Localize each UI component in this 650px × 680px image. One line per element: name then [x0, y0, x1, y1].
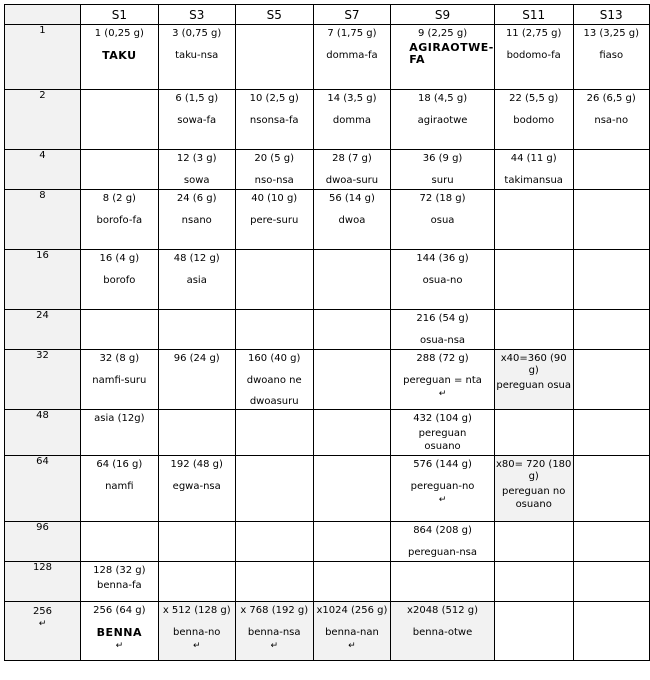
cell-value: 9 (2,25 g)	[417, 28, 468, 39]
cell-name: pere-suru	[250, 215, 299, 226]
cell-value: x2048 (512 g)	[407, 605, 479, 616]
table-cell	[158, 250, 235, 310]
table-cell	[80, 410, 158, 456]
cell-name: namfi	[105, 481, 134, 492]
cell-name: bodomo-fa	[506, 50, 561, 61]
return-arrow-icon: ↵	[115, 641, 124, 651]
return-arrow-icon: ↵	[192, 641, 201, 651]
column-header-s7: S7	[313, 5, 390, 25]
table-cell	[235, 25, 313, 90]
table-row	[5, 150, 650, 190]
table-cell	[391, 90, 495, 150]
column-header-s9: S9	[391, 5, 495, 25]
cell-value: 10 (2,5 g)	[249, 93, 299, 104]
cell-name: pereguan	[418, 428, 467, 439]
table-cell	[235, 522, 313, 562]
row-header-cell	[5, 90, 81, 150]
row-header-label: 4	[39, 150, 46, 161]
table-cell	[494, 350, 573, 410]
cell-value: 14 (3,5 g)	[327, 93, 377, 104]
row-header-label: 64	[36, 456, 49, 467]
cell-name: pereguan-nsa	[408, 547, 478, 558]
table-cell	[313, 150, 390, 190]
table-cell	[80, 456, 158, 522]
table-cell	[235, 90, 313, 150]
table-cell	[391, 410, 495, 456]
row-header-label: 96	[36, 522, 49, 533]
cell-name: agiraotwe	[417, 115, 468, 126]
table-cell	[391, 562, 495, 602]
column-header-s11: S11	[494, 5, 573, 25]
cell-name: dwoa-suru	[325, 175, 379, 186]
table-cell	[158, 522, 235, 562]
cell-value: x40=360 (90 g)	[500, 353, 567, 376]
cell-value: 8 (2 g)	[102, 193, 136, 204]
cell-value: 96 (24 g)	[173, 353, 220, 364]
table-cell	[158, 90, 235, 150]
cell-value: x80= 720 (180 g)	[495, 459, 572, 482]
row-header-label: 8	[39, 190, 46, 201]
table-cell	[80, 602, 158, 661]
row-header-label: 128	[32, 562, 53, 573]
table-cell	[313, 562, 390, 602]
cell-name: asia	[186, 275, 207, 286]
cell-name: pereguan osua	[496, 380, 572, 391]
table-cell	[313, 522, 390, 562]
cell-name: osua-no	[422, 275, 463, 286]
row-header-cell	[5, 190, 81, 250]
table-row	[5, 602, 650, 661]
table-cell	[80, 250, 158, 310]
table-cell	[313, 410, 390, 456]
table-cell	[235, 350, 313, 410]
table-cell	[573, 562, 650, 602]
cell-name: nsa-no	[594, 115, 629, 126]
cell-value: 64 (16 g)	[96, 459, 143, 470]
cell-value: x 512 (128 g)	[162, 605, 231, 616]
table-cell	[391, 310, 495, 350]
cell-value: 576 (144 g)	[413, 459, 472, 470]
table-cell	[391, 522, 495, 562]
table-cell	[158, 190, 235, 250]
cell-name: namfi-suru	[92, 375, 147, 386]
table-row	[5, 90, 650, 150]
table-cell	[573, 90, 650, 150]
table-row	[5, 190, 650, 250]
cell-name: benna-nan	[325, 627, 379, 638]
cell-value: 128 (32 g)	[93, 565, 146, 576]
table-cell	[313, 310, 390, 350]
cell-name: osua	[430, 215, 455, 226]
gold-weight-table	[4, 4, 650, 661]
cell-name: domma-fa	[326, 50, 378, 61]
table-cell	[158, 310, 235, 350]
return-arrow-icon: ↵	[348, 641, 356, 651]
row-header-cell	[5, 522, 81, 562]
table-cell	[573, 456, 650, 522]
table-cell	[494, 410, 573, 456]
row-header-cell	[5, 456, 81, 522]
cell-name: dwoa	[338, 215, 366, 226]
row-header-label: 32	[36, 350, 49, 361]
cell-value: 256 (64 g)	[93, 605, 146, 616]
table-cell	[80, 90, 158, 150]
cell-name: benna-fa	[97, 580, 142, 591]
column-header-s1: S1	[80, 5, 158, 25]
column-header-s3: S3	[158, 5, 235, 25]
cell-value: 20 (5 g)	[254, 153, 295, 164]
row-header-label: 2	[39, 90, 46, 101]
header-row	[5, 5, 650, 25]
table-cell	[573, 522, 650, 562]
cell-name-continued: osuano	[424, 441, 461, 452]
table-cell	[494, 522, 573, 562]
table-row	[5, 522, 650, 562]
cell-name: suru	[431, 175, 454, 186]
cell-value: 56 (14 g)	[328, 193, 375, 204]
table-cell	[313, 190, 390, 250]
table-cell	[235, 456, 313, 522]
cell-name-continued: osuano	[515, 499, 552, 510]
table-cell	[80, 522, 158, 562]
cell-value: 36 (9 g)	[422, 153, 463, 164]
table-row	[5, 350, 650, 410]
table-cell	[158, 602, 235, 661]
cell-value: 11 (2,75 g)	[505, 28, 562, 39]
cell-name: benna-nsa	[247, 627, 301, 638]
cell-name: sowa-fa	[177, 115, 217, 126]
table-row	[5, 250, 650, 310]
return-arrow-icon: ↵	[270, 641, 278, 651]
table-cell	[313, 456, 390, 522]
cell-value: 3 (0,75 g)	[172, 28, 222, 39]
row-header-label: 16	[36, 250, 49, 261]
table-cell	[494, 602, 573, 661]
table-cell	[80, 25, 158, 90]
return-arrow-icon: ↵	[438, 389, 447, 399]
cell-value: 44 (11 g)	[510, 153, 557, 164]
row-header-cell	[5, 562, 81, 602]
cell-value: 16 (4 g)	[99, 253, 140, 264]
table-cell	[494, 25, 573, 90]
table-cell	[313, 90, 390, 150]
cell-name: AGIRAOTWE-FA	[409, 41, 494, 66]
row-header-cell	[5, 25, 81, 90]
cell-name: pereguan = nta	[403, 375, 482, 386]
cell-name: benna-otwe	[412, 627, 473, 638]
table-cell	[313, 350, 390, 410]
table-cell	[158, 562, 235, 602]
cell-value: 864 (208 g)	[413, 525, 472, 536]
cell-name: nsano	[181, 215, 212, 226]
return-arrow-icon: ↵	[438, 495, 447, 505]
cell-name: nso-nsa	[254, 175, 294, 186]
table-row	[5, 25, 650, 90]
row-header-label: 24	[36, 310, 49, 321]
table-cell	[313, 250, 390, 310]
cell-name: sowa	[183, 175, 210, 186]
table-cell	[80, 350, 158, 410]
cell-name-continued: dwoasuru	[249, 396, 299, 407]
table-cell	[391, 25, 495, 90]
cell-name: nsonsa-fa	[249, 115, 299, 126]
cell-value: 13 (3,25 g)	[583, 28, 639, 39]
cell-value: 32 (8 g)	[99, 353, 140, 364]
table-cell	[494, 456, 573, 522]
column-header-s5: S5	[235, 5, 313, 25]
table-cell	[391, 350, 495, 410]
cell-name: TAKU	[102, 49, 137, 62]
cell-name: BENNA	[96, 626, 142, 639]
table-row	[5, 562, 650, 602]
table-cell	[573, 350, 650, 410]
cell-value: 24 (6 g)	[176, 193, 217, 204]
row-header-cell	[5, 150, 81, 190]
cell-name: fiaso	[599, 50, 624, 61]
table-cell	[573, 250, 650, 310]
table-cell	[158, 150, 235, 190]
cell-value: 18 (4,5 g)	[417, 93, 468, 104]
cell-name: taku-nsa	[175, 50, 219, 61]
cell-name: egwa-nsa	[172, 481, 221, 492]
row-header-cell	[5, 350, 81, 410]
row-header-label: 256	[32, 606, 53, 617]
table-cell	[573, 150, 650, 190]
table-cell	[158, 350, 235, 410]
cell-name: osua-nsa	[419, 335, 466, 346]
row-header-cell	[5, 310, 81, 350]
table-cell	[313, 25, 390, 90]
table-cell	[494, 150, 573, 190]
cell-value: 432 (104 g)	[413, 413, 472, 424]
cell-name: benna-no	[173, 627, 221, 638]
table-cell	[573, 602, 650, 661]
table-cell	[158, 25, 235, 90]
table-body	[5, 25, 650, 661]
table-cell	[313, 602, 390, 661]
row-header-cell	[5, 250, 81, 310]
table-cell	[494, 310, 573, 350]
table-row	[5, 456, 650, 522]
cell-value: 1 (0,25 g)	[94, 28, 144, 39]
table-cell	[235, 250, 313, 310]
cell-name: dwoano ne	[246, 375, 302, 386]
cell-name: domma	[332, 115, 371, 126]
table-row	[5, 310, 650, 350]
cell-value: 72 (18 g)	[419, 193, 466, 204]
column-header-s13: S13	[573, 5, 650, 25]
cell-value: 7 (1,75 g)	[327, 28, 377, 39]
table-cell	[80, 310, 158, 350]
cell-name: borofo	[103, 275, 136, 286]
table-cell	[573, 410, 650, 456]
cell-value: 40 (10 g)	[251, 193, 298, 204]
cell-value: 22 (5,5 g)	[509, 93, 559, 104]
cell-name: pereguan-no	[410, 481, 475, 492]
table-cell	[494, 190, 573, 250]
table-cell	[391, 150, 495, 190]
table-cell	[391, 250, 495, 310]
table-cell	[80, 150, 158, 190]
cell-value: 48 (12 g)	[173, 253, 220, 264]
table-cell	[235, 150, 313, 190]
table-cell	[391, 456, 495, 522]
row-header-cell	[5, 410, 81, 456]
table-cell	[573, 310, 650, 350]
table-cell	[494, 562, 573, 602]
table-cell	[158, 410, 235, 456]
cell-value: 26 (6,5 g)	[586, 93, 636, 104]
cell-name: takimansua	[504, 175, 563, 186]
table-cell	[391, 190, 495, 250]
cell-name: pereguan no	[502, 486, 566, 497]
corner-header-cell	[5, 5, 81, 25]
cell-value: 160 (40 g)	[248, 353, 301, 364]
table-cell	[235, 190, 313, 250]
table-cell	[573, 25, 650, 90]
cell-value: 144 (36 g)	[416, 253, 469, 264]
cell-value: 216 (54 g)	[416, 313, 469, 324]
table-cell	[158, 456, 235, 522]
cell-value: 6 (1,5 g)	[175, 93, 219, 104]
return-arrow-icon: ↵	[38, 619, 47, 629]
row-header-label: 48	[36, 410, 49, 421]
cell-value: 12 (3 g)	[176, 153, 217, 164]
cell-name: borofo-fa	[96, 215, 143, 226]
table-cell	[573, 190, 650, 250]
cell-name: bodomo	[513, 115, 555, 126]
row-header-label: 1	[39, 25, 46, 36]
table-cell	[494, 250, 573, 310]
table-cell	[235, 310, 313, 350]
cell-value: 288 (72 g)	[416, 353, 469, 364]
table-cell	[235, 602, 313, 661]
cell-value: x 768 (192 g)	[240, 605, 309, 616]
table-cell	[235, 410, 313, 456]
row-header-cell	[5, 602, 81, 661]
cell-value: x1024 (256 g)	[316, 605, 388, 616]
table-cell	[391, 602, 495, 661]
table-cell	[235, 562, 313, 602]
cell-value: 28 (7 g)	[332, 153, 372, 164]
table-row	[5, 410, 650, 456]
cell-value: asia (12g)	[94, 413, 145, 424]
cell-value: 192 (48 g)	[170, 459, 223, 470]
table-cell	[80, 190, 158, 250]
table-cell	[80, 562, 158, 602]
table-cell	[494, 90, 573, 150]
